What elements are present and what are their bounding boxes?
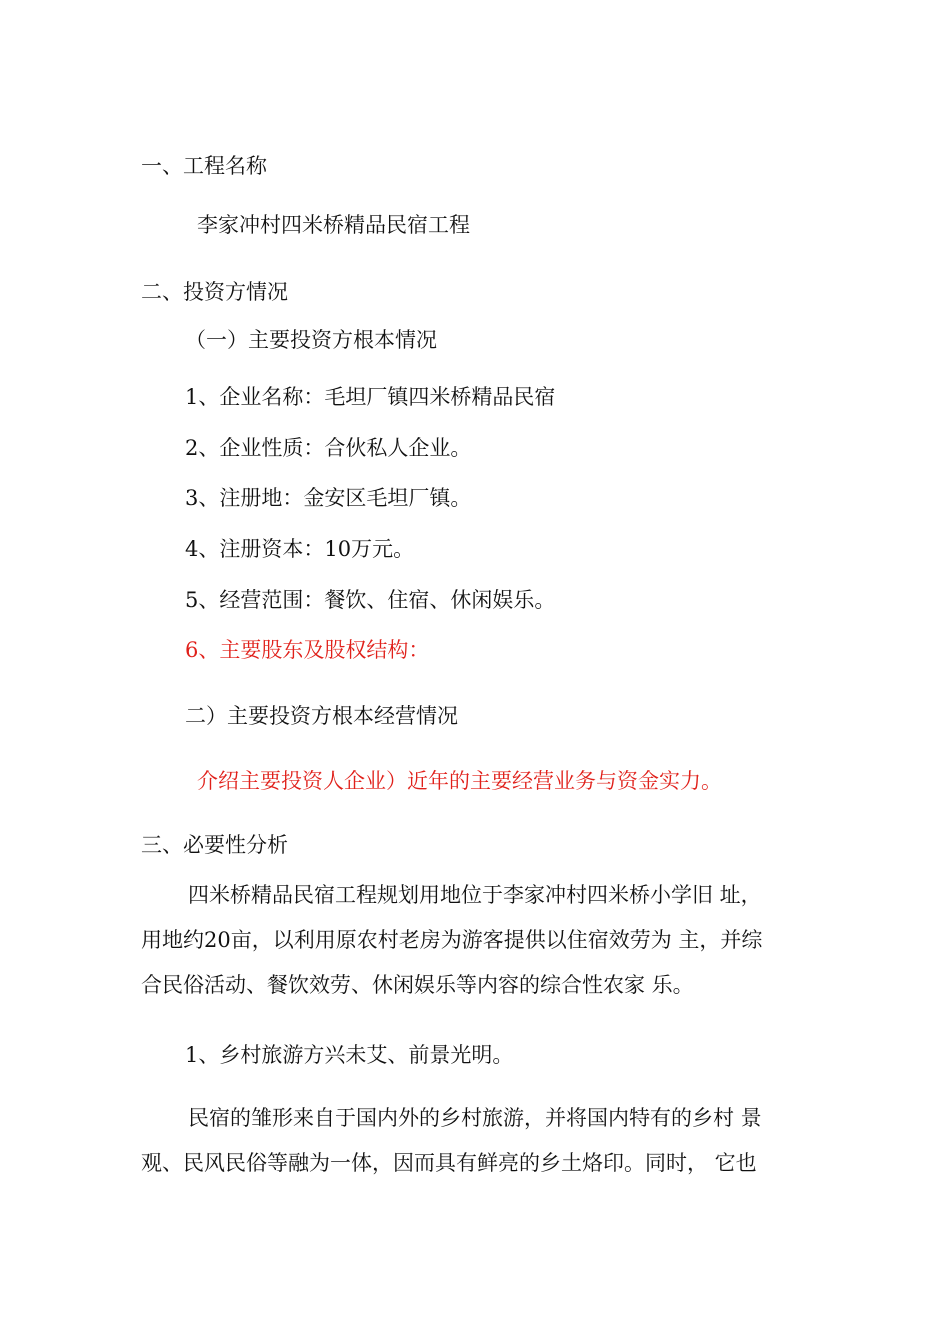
section-3-heading: 三、必要性分析: [141, 833, 288, 857]
paragraph-line: 四米桥精品民宿工程规划用地位于李家冲村四米桥小学旧 址，: [188, 883, 762, 907]
paragraph-line: 合民俗活动、餐饮效劳、休闲娱乐等内容的综合性农家 乐。: [141, 973, 694, 997]
subsection-2-1-heading: （一）主要投资方根本情况: [185, 328, 437, 352]
subsection-2-2-note: 介绍主要投资人企业）近年的主要经营业务与资金实力。: [197, 769, 722, 793]
list-item-business-scope: 5、经营范围：餐饮、住宿、休闲娱乐。: [185, 588, 556, 612]
necessity-paragraph: [141, 873, 821, 1008]
list-item-company-name: 1、企业名称：毛坦厂镇四米桥精品民宿: [185, 385, 556, 409]
list-item-shareholders: 6、主要股东及股权结构：: [185, 638, 430, 662]
paragraph-line: 用地约20亩，以利用原农村老房为游客提供以住宿效劳为 主，并综: [141, 928, 763, 952]
section-2-heading: 二、投资方情况: [141, 280, 288, 304]
list-item-company-type: 2、企业性质：合伙私人企业。: [185, 436, 472, 460]
paragraph-line: 民宿的雏形来自于国内外的乡村旅游，并将国内特有的乡村 景: [188, 1106, 762, 1130]
list-item-registered-capital: 4、注册资本：10万元。: [185, 537, 415, 561]
project-name: 李家冲村四米桥精品民宿工程: [197, 213, 470, 237]
homestay-paragraph: [141, 1096, 821, 1186]
section-1-heading: 一、工程名称: [141, 154, 267, 178]
paragraph-line: 观、民风民俗等融为一体，因而具有鲜亮的乡土烙印。同时， 它也: [141, 1151, 757, 1175]
subsection-2-2-heading: 二）主要投资方根本经营情况: [185, 704, 458, 728]
list-item-registered-place: 3、注册地：金安区毛坦厂镇。: [185, 486, 472, 510]
point-rural-tourism: 1、乡村旅游方兴未艾、前景光明。: [185, 1043, 514, 1067]
